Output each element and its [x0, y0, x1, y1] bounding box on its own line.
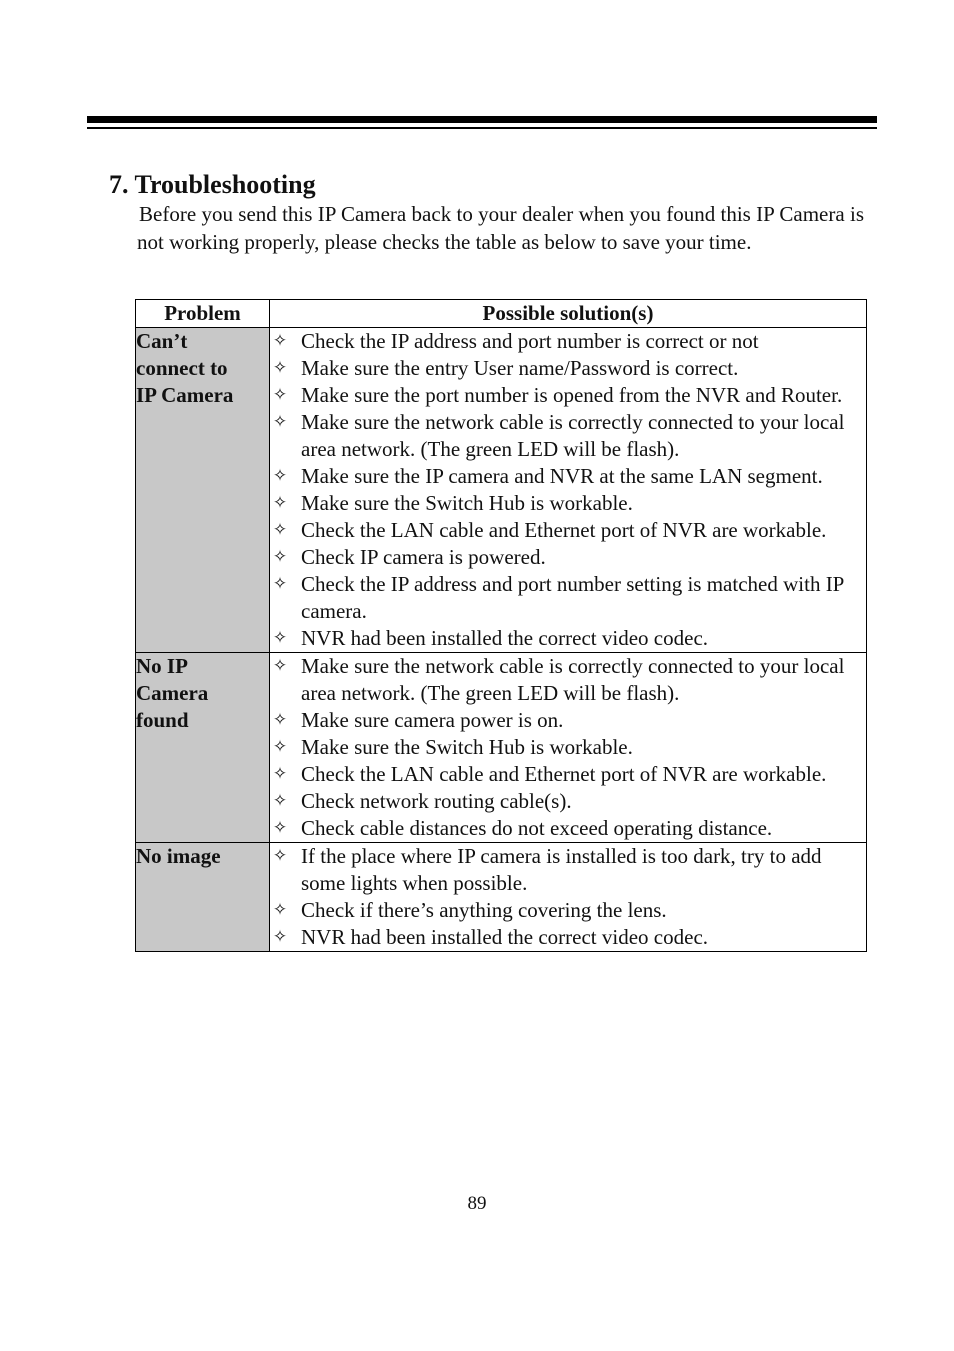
solutions-cell: [270, 328, 867, 653]
solution-text: Check the IP address and port number setting is matched with IP camera.: [301, 572, 844, 623]
star-bullet-icon: ✧: [272, 656, 288, 676]
section-title: 7. Troubleshooting: [109, 170, 316, 199]
solutions-cell: [270, 653, 867, 843]
solution-text: Make sure the network cable is correctly connected to your local area network. (The green LED will be flash).: [301, 654, 845, 705]
star-bullet-icon: ✧: [272, 331, 288, 351]
problem-line: No image: [136, 844, 221, 868]
table-row: [136, 843, 867, 952]
solution-item: [270, 571, 866, 625]
solution-text: Check network routing cable(s).: [301, 789, 572, 813]
header-rule-thick: [87, 116, 877, 123]
problem-cell: [136, 328, 270, 653]
table-header-row: [136, 300, 867, 328]
star-bullet-icon: ✧: [272, 900, 288, 920]
solution-item: [270, 463, 866, 490]
problem-line: Camera: [136, 681, 209, 705]
table-row: [136, 653, 867, 843]
star-bullet-icon: ✧: [272, 547, 288, 567]
star-bullet-icon: ✧: [272, 466, 288, 486]
solution-item: [270, 355, 866, 382]
star-bullet-icon: ✧: [272, 628, 288, 648]
star-bullet-icon: ✧: [272, 927, 288, 947]
solution-item: [270, 788, 866, 815]
solution-text: Make sure camera power is on.: [301, 708, 564, 732]
star-bullet-icon: ✧: [272, 818, 288, 838]
star-bullet-icon: ✧: [272, 791, 288, 811]
star-bullet-icon: ✧: [272, 493, 288, 513]
star-bullet-icon: ✧: [272, 412, 288, 432]
solution-item: [270, 382, 866, 409]
solution-item: [270, 625, 866, 652]
star-bullet-icon: ✧: [272, 846, 288, 866]
problem-line: connect to: [136, 356, 228, 380]
solution-text: Check the LAN cable and Ethernet port of NVR are workable.: [301, 762, 827, 786]
solution-text: Check if there’s anything covering the lens.: [301, 898, 667, 922]
solution-item: [270, 815, 866, 842]
problem-line: No IP: [136, 654, 188, 678]
solution-text: NVR had been installed the correct video codec.: [301, 626, 709, 650]
solution-item: [270, 490, 866, 517]
solution-item: [270, 761, 866, 788]
star-bullet-icon: ✧: [272, 574, 288, 594]
problem-line: IP Camera: [136, 383, 234, 407]
table-row: [136, 328, 867, 653]
problem-line: found: [136, 708, 189, 732]
intro-paragraph: Before you send this IP Camera back to your dealer when you found this IP Camera is not working properly, please checks the table as below to save your time.: [137, 202, 864, 254]
solution-item: [270, 707, 866, 734]
solution-text: NVR had been installed the correct video codec.: [301, 925, 709, 949]
solution-list: [270, 328, 866, 652]
solution-item: [270, 843, 866, 897]
solution-item: [270, 897, 866, 924]
header-problem: Problem: [136, 300, 270, 328]
solution-item: [270, 924, 866, 951]
solution-item: [270, 734, 866, 761]
problem-line: Can’t: [136, 329, 188, 353]
solution-text: Make sure the port number is opened from the NVR and Router.: [301, 383, 843, 407]
solution-text: Make sure the network cable is correctly connected to your local area network. (The green LED will be flash).: [301, 410, 845, 461]
star-bullet-icon: ✧: [272, 520, 288, 540]
star-bullet-icon: ✧: [272, 358, 288, 378]
header-solutions: Possible solution(s): [270, 300, 867, 328]
star-bullet-icon: ✧: [272, 737, 288, 757]
solution-item: [270, 544, 866, 571]
solution-item: [270, 517, 866, 544]
solution-text: Make sure the Switch Hub is workable.: [301, 491, 633, 515]
solution-text: Check the LAN cable and Ethernet port of NVR are workable.: [301, 518, 827, 542]
solution-text: Check cable distances do not exceed operating distance.: [301, 816, 773, 840]
solution-text: Make sure the IP camera and NVR at the same LAN segment.: [301, 464, 823, 488]
solutions-cell: [270, 843, 867, 952]
troubleshooting-table: [135, 299, 867, 952]
solution-list: [270, 653, 866, 842]
solution-item: [270, 328, 866, 355]
solution-text: Check the IP address and port number is correct or not: [301, 329, 759, 353]
solution-list: [270, 843, 866, 951]
solution-text: Check IP camera is powered.: [301, 545, 546, 569]
solution-item: [270, 653, 866, 707]
solution-text: Make sure the entry User name/Password is correct.: [301, 356, 739, 380]
solution-item: [270, 409, 866, 463]
solution-text: If the place where IP camera is installed is too dark, try to add some lights when possible.: [301, 844, 822, 895]
star-bullet-icon: ✧: [272, 764, 288, 784]
header-rule-thin: [87, 127, 877, 129]
star-bullet-icon: ✧: [272, 385, 288, 405]
star-bullet-icon: ✧: [272, 710, 288, 730]
problem-cell: [136, 653, 270, 843]
problem-cell: [136, 843, 270, 952]
page-number: 89: [467, 1193, 487, 1214]
solution-text: Make sure the Switch Hub is workable.: [301, 735, 633, 759]
